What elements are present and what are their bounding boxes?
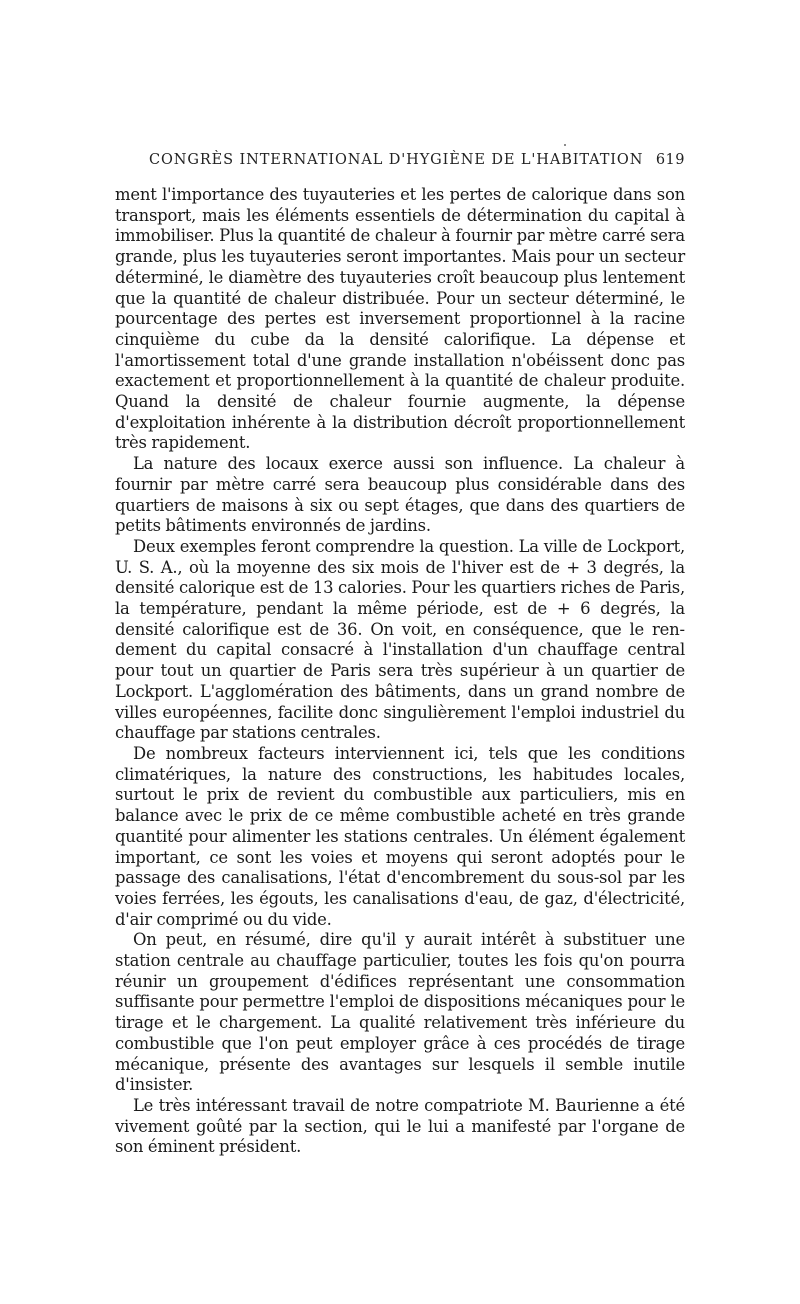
running-title: CONGRÈS INTERNATIONAL D'HYGIÈNE DE L'HABITATION xyxy=(149,152,644,168)
paragraph: Deux exemples feront comprendre la question. La ville de Lockport, U. S. A., où la moyenne des six mois de l'hiver est de + 3 degrés, la densité calorique est de 13 calories. Pour les quartiers riches de Paris, la température, pendant la même période, est de + 6 degrés, la densité calorifique est de 36. On voit, en conséquence, que le rendement du capital consacré à l'installation d'un chauffage central pour tout un quartier de Paris sera très supérieur à un quartier de Lockport. L'agglomération des bâtiments, dans un grand nombre de villes européennes, facilite donc singulièrement l'emploi industriel du chauffage par stations centrales. xyxy=(115,536,685,743)
book-page xyxy=(115,152,685,1158)
paragraph: On peut, en résumé, dire qu'il y aurait intérêt à substituer une station centrale au chauffage particulier, toutes les fois qu'on pourra réunir un groupement d'édifices représentant une consommation suffisante pour permettre l'emploi de dispositions mécaniques pour le tirage et le chargement. La qualité relativement très inférieure du combustible que l'on peut employer grâce à ces procédés de tirage mécanique, présente des avantages sur lesquels il semble inutile d'insister. xyxy=(115,930,685,1095)
paragraph: La nature des locaux exerce aussi son influence. La chaleur à fournir par mètre carré sera beaucoup plus considérable dans des quartiers de maisons à six ou sept étages, que dans des quartiers de petits bâtiments environnés de jardins. xyxy=(115,454,685,536)
running-head xyxy=(149,152,685,168)
print-speck xyxy=(564,144,566,146)
paragraph: De nombreux facteurs interviennent ici, tels que les conditions climatériques, la nature des constructions, les habitudes locales, surtout le prix de revient du combustible aux particuliers, mis en balance avec le prix de ce même combustible acheté en très grande quantité pour alimenter les stations centrales. Un élément également important, ce sont les voies et moyens qui seront adoptés pour le passage des canalisations, l'état d'encombrement du sous-sol par les voies ferrées, les égouts, les canalisations d'eau, de gaz, d'électricité, d'air comprimé ou du vide. xyxy=(115,743,685,929)
paragraph-continued: ment l'importance des tuyauteries et les pertes de calorique dans son transport, mais les éléments essentiels de détermination du capital à immobiliser. Plus la quantité de chaleur à fournir par mètre carré sera grande, plus les tuyauteries seront importantes. Mais pour un secteur déterminé, le diamètre des tuyauteries croît beaucoup plus lentement que la quantité de chaleur distribuée. Pour un secteur déterminé, le pourcentage des pertes est inversement proportionnel à la racine cinquième du cube da la densité calorifique. La dépense et l'amortissement total d'une grande installation n'obéissent donc pas exactement et proportionnellement à la quantité de chaleur produite. Quand la densité de chaleur fournie augmente, la dépense d'exploitation inhérente à la distribution décroît proportionnellement très rapidement. xyxy=(115,185,685,453)
body-text xyxy=(115,185,685,1158)
page-number: 619 xyxy=(655,152,685,168)
paragraph: Le très intéressant travail de notre compatriote M. Baurienne a été vivement goûté par la section, qui le lui a manifesté par l'organe de son éminent président. xyxy=(115,1095,685,1157)
